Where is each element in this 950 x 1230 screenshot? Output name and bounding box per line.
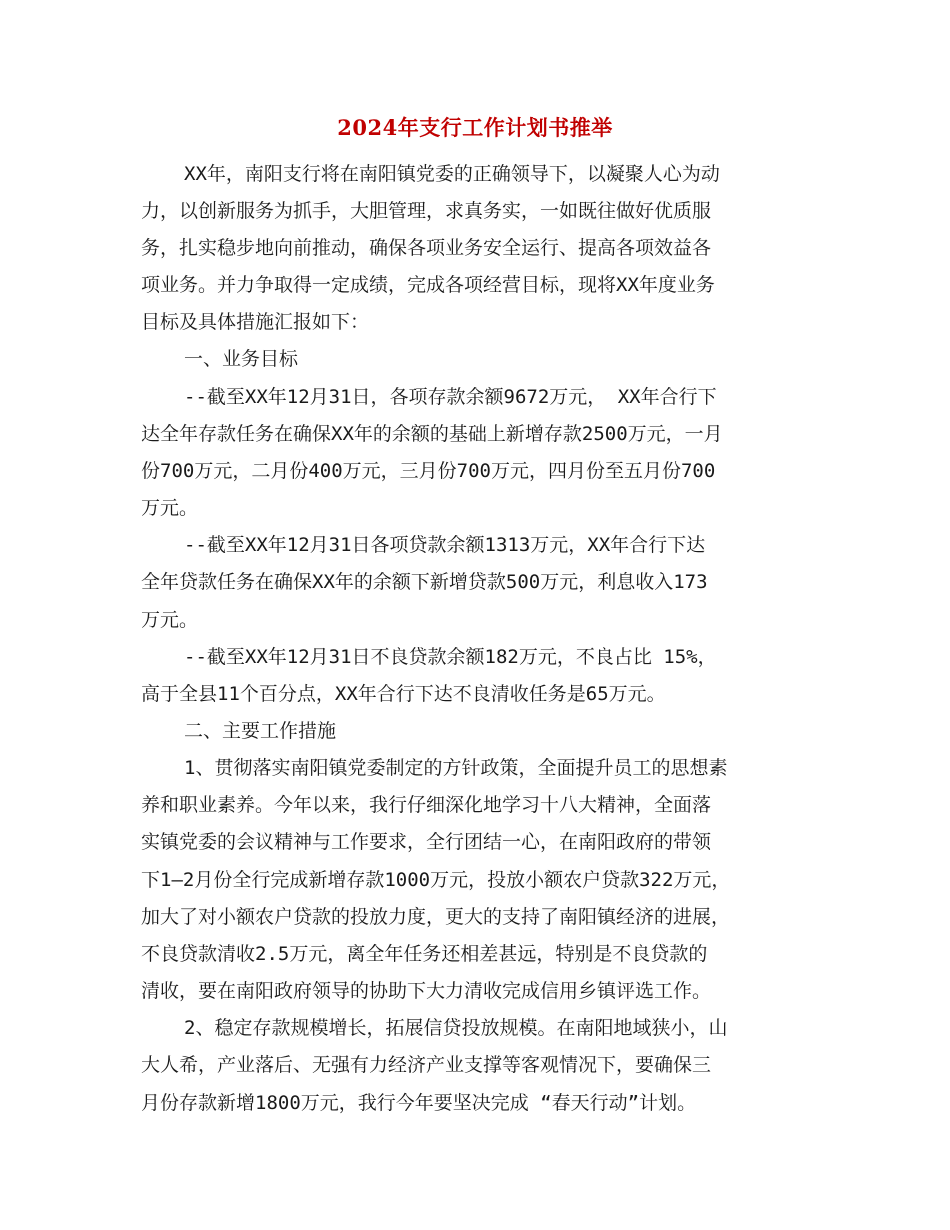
- paragraph-line: 万元。: [141, 609, 199, 631]
- section-heading: 二、主要工作措施: [184, 720, 337, 742]
- paragraph-line: 加大了对小额农户贷款的投放力度，更大的支持了南阳镇经济的进展，: [141, 906, 731, 928]
- document-title: 2024年支行工作计划书推举: [337, 115, 613, 140]
- paragraph-line: 份700万元，二月份400万元，三月份700万元，四月份至五月份700: [141, 460, 716, 482]
- paragraph-line: 务，扎实稳步地向前推动，确保各项业务安全运行、提高各项效益各: [141, 237, 712, 259]
- section-heading: 一、业务目标: [184, 348, 299, 370]
- paragraph-line: 不良贷款清收2.5万元，离全年任务还相差甚远，特别是不良贷款的: [141, 943, 708, 965]
- paragraph-line: XX年，南阳支行将在南阳镇党委的正确领导下，以凝聚人心为动: [184, 163, 720, 185]
- paragraph-line: 达全年存款任务在确保XX年的余额的基础上新增存款2500万元，一月: [141, 423, 723, 445]
- paragraph-line: 高于全县11个百分点，XX年合行下达不良清收任务是65万元。: [141, 683, 666, 705]
- paragraph-line: 大人希，产业落后、无强有力经济产业支撑等客观情况下，要确保三: [141, 1054, 712, 1076]
- paragraph-line: --截至XX年12月31日，各项存款余额9672万元， XX年合行下: [184, 386, 717, 408]
- paragraph-line: 项业务。并力争取得一定成绩，完成各项经营目标，现将XX年度业务: [141, 274, 715, 296]
- paragraph-line: 万元。: [141, 497, 199, 519]
- paragraph-line: 目标及具体措施汇报如下：: [141, 311, 370, 333]
- paragraph-line: 全年贷款任务在确保XX年的余额下新增贷款500万元，利息收入173: [141, 571, 708, 593]
- paragraph-line: 实镇党委的会议精神与工作要求，全行团结一心，在南阳政府的带领: [141, 831, 712, 853]
- paragraph-line: 下1—2月份全行完成新增存款1000万元，投放小额农户贷款322万元，: [141, 869, 731, 891]
- paragraph-line: 2、稳定存款规模增长，拓展信贷投放规模。在南阳地域狭小，山: [184, 1017, 728, 1039]
- paragraph-line: --截至XX年12月31日各项贷款余额1313万元，XX年合行下达: [184, 534, 706, 556]
- paragraph-line: 力，以创新服务为抓手，大胆管理，求真务实，一如既往做好优质服: [141, 200, 712, 222]
- paragraph-line: 1、贯彻落实南阳镇党委制定的方针政策，全面提升员工的思想素: [184, 757, 728, 779]
- paragraph-line: 月份存款新增1800万元，我行今年要坚决完成 “春天行动”计划。: [141, 1092, 697, 1114]
- paragraph-line: 清收，要在南阳政府领导的协助下大力清收完成信用乡镇评选工作。: [141, 980, 712, 1002]
- paragraph-line: --截至XX年12月31日不良贷款余额182万元，不良占比 15%，: [184, 646, 717, 668]
- paragraph-line: 养和职业素养。今年以来，我行仔细深化地学习十八大精神，全面落: [141, 794, 712, 816]
